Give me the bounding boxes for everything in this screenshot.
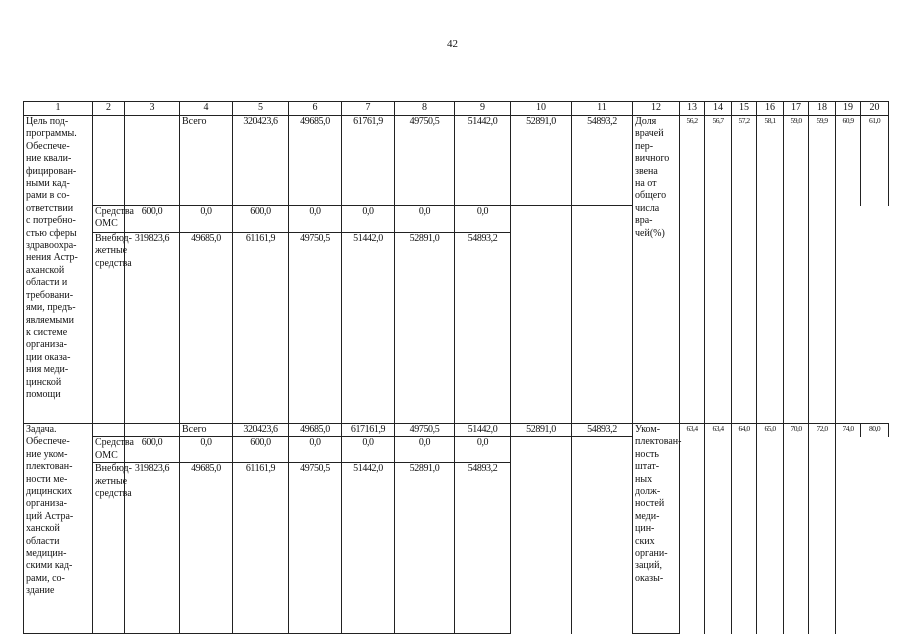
column-number: 15 xyxy=(732,102,757,116)
column-number: 7 xyxy=(342,102,395,116)
column-number: 8 xyxy=(395,102,455,116)
indicator-cell xyxy=(633,424,680,634)
column-number: 20 xyxy=(861,102,889,116)
amount-cell: 52891,0 xyxy=(511,116,572,206)
empty-cell xyxy=(125,424,180,437)
page-number: 42 xyxy=(447,38,458,50)
goal-text-line: ями, предъ- xyxy=(26,302,76,314)
goal-text-line: помощи xyxy=(26,388,61,400)
indicator-text-line: заций, xyxy=(635,560,662,572)
column-number-row xyxy=(24,102,889,116)
empty-cell xyxy=(93,424,125,437)
column-number: 18 xyxy=(809,102,836,116)
yearly-value-cell: 70,0 xyxy=(784,424,809,437)
column-number: 4 xyxy=(180,102,233,116)
empty-cell xyxy=(680,206,705,424)
amount-cell: 61761,9 xyxy=(342,116,395,206)
amount-cell: 0,0 xyxy=(455,437,511,463)
goal-text-line: дицинских xyxy=(26,486,73,498)
goal-text-line: Обеспече- xyxy=(26,140,70,152)
amount-cell: 49750,5 xyxy=(289,463,342,634)
goal-text-line: ций Астра- xyxy=(26,510,74,522)
amount-cell: 52891,0 xyxy=(511,424,572,437)
yearly-value-cell: 56,7 xyxy=(705,116,732,206)
goal-text-line: цинской xyxy=(26,376,62,388)
empty-cell xyxy=(125,116,180,206)
empty-cell xyxy=(680,437,705,634)
amount-cell: 617161,9 xyxy=(342,424,395,437)
goal-text-line: плектован- xyxy=(26,461,73,473)
indicator-text-line: чей(%) xyxy=(635,227,665,239)
indicator-text-line: врачей xyxy=(635,128,664,140)
yearly-value-cell: 80,0 xyxy=(861,424,889,437)
goal-text-line: требовани- xyxy=(26,289,74,301)
amount-cell: 49685,0 xyxy=(289,424,342,437)
table-row xyxy=(24,206,889,233)
indicator-text-line: меди- xyxy=(635,510,660,522)
yearly-value-cell: 63,4 xyxy=(705,424,732,437)
column-number: 10 xyxy=(511,102,572,116)
empty-cell xyxy=(511,437,572,634)
goal-text-line: рами в со- xyxy=(26,190,70,202)
yearly-value-cell: 60,9 xyxy=(836,116,861,206)
amount-cell: 49685,0 xyxy=(289,116,342,206)
goal-text-line: ния меди- xyxy=(26,364,69,376)
yearly-value-cell: 59,9 xyxy=(809,116,836,206)
empty-cell xyxy=(732,206,757,424)
empty-cell xyxy=(757,437,784,634)
column-number: 14 xyxy=(705,102,732,116)
goal-text-line: Обеспече- xyxy=(26,436,70,448)
goal-text-line: аханской xyxy=(26,264,65,276)
empty-cell xyxy=(809,206,836,424)
yearly-value-cell: 64,0 xyxy=(732,424,757,437)
yearly-value-cell: 56,2 xyxy=(680,116,705,206)
program-table xyxy=(23,101,889,634)
goal-text-line: Задача. xyxy=(26,424,57,435)
empty-cell xyxy=(705,206,732,424)
amount-cell: 51442,0 xyxy=(342,233,395,424)
amount-cell: 51442,0 xyxy=(342,463,395,634)
goal-text-line: ние квали- xyxy=(26,153,72,165)
amount-cell: 600,0 xyxy=(233,437,289,463)
amount-cell: 49685,0 xyxy=(180,463,233,634)
column-number: 12 xyxy=(633,102,680,116)
indicator-text-line: плектован- xyxy=(635,436,682,448)
goal-text-line: стью сферы xyxy=(26,227,77,239)
amount-cell: 319823,6 xyxy=(125,233,180,424)
amount-cell: 600,0 xyxy=(125,437,180,463)
amount-cell: 600,0 xyxy=(233,206,289,233)
indicator-text-line: штат- xyxy=(635,461,660,473)
empty-cell xyxy=(784,437,809,634)
goal-text-line: Цель под- xyxy=(26,116,69,127)
yearly-value-cell: 74,0 xyxy=(836,424,861,437)
table-row xyxy=(24,437,889,463)
goal-text-line: организа- xyxy=(26,498,67,510)
amount-cell: 49750,5 xyxy=(395,424,455,437)
goal-cell xyxy=(24,424,93,634)
indicator-text-line: ных xyxy=(635,473,653,485)
goal-text-line: здравоохра- xyxy=(26,240,77,252)
goal-text-line: области и xyxy=(26,277,68,289)
goal-text-line: к системе xyxy=(26,326,68,338)
empty-cell xyxy=(511,206,572,424)
goal-text-line: здание xyxy=(26,585,55,597)
indicator-text-line: долж- xyxy=(635,486,661,498)
amount-cell: 0,0 xyxy=(342,206,395,233)
indicator-text-line: вра- xyxy=(635,215,653,227)
column-number: 5 xyxy=(233,102,289,116)
amount-cell: 320423,6 xyxy=(233,424,289,437)
goal-text-line: ции оказа- xyxy=(26,351,71,363)
column-number: 9 xyxy=(455,102,511,116)
amount-cell: 54893,2 xyxy=(572,424,633,437)
empty-cell xyxy=(572,437,633,634)
amount-cell: 0,0 xyxy=(455,206,511,233)
amount-cell: 0,0 xyxy=(342,437,395,463)
goal-text-line: ными кад- xyxy=(26,178,70,190)
table-row xyxy=(24,116,889,206)
funding-source-cell: Средства ОМС xyxy=(93,206,125,233)
indicator-text-line: звена xyxy=(635,165,658,177)
column-number: 17 xyxy=(784,102,809,116)
goal-text-line: программы. xyxy=(26,128,77,140)
funding-source-cell: Внебюд- жетные средства xyxy=(93,233,125,424)
amount-cell: 51442,0 xyxy=(455,424,511,437)
amount-cell: 61161,9 xyxy=(233,233,289,424)
funding-source-cell: Всего xyxy=(180,116,233,206)
column-number: 3 xyxy=(125,102,180,116)
yearly-value-cell: 61,0 xyxy=(861,116,889,206)
amount-cell: 54893,2 xyxy=(572,116,633,206)
empty-cell xyxy=(572,206,633,424)
goal-text-line: медицин- xyxy=(26,548,67,560)
goal-text-line: ние уком- xyxy=(26,448,68,460)
amount-cell: 49750,5 xyxy=(395,116,455,206)
indicator-text-line: Доля xyxy=(635,116,657,127)
amount-cell: 320423,6 xyxy=(233,116,289,206)
yearly-value-cell: 63,4 xyxy=(680,424,705,437)
indicator-text-line: органи- xyxy=(635,548,668,560)
amount-cell: 54893,2 xyxy=(455,463,511,634)
indicator-text-line: ских xyxy=(635,535,655,547)
indicator-text-line: ностей xyxy=(635,498,665,510)
indicator-text-line: ность xyxy=(635,448,659,460)
amount-cell: 61161,9 xyxy=(233,463,289,634)
empty-cell xyxy=(809,437,836,634)
goal-text-line: ности ме- xyxy=(26,473,68,485)
goal-text-line: с потребно- xyxy=(26,215,76,227)
amount-cell: 319823,6 xyxy=(125,463,180,634)
indicator-cell xyxy=(633,116,680,424)
indicator-text-line: Уком- xyxy=(635,424,661,435)
amount-cell: 49750,5 xyxy=(289,233,342,424)
amount-cell: 600,0 xyxy=(125,206,180,233)
goal-cell xyxy=(24,116,93,424)
amount-cell: 0,0 xyxy=(289,437,342,463)
goal-text-line: ответствии xyxy=(26,202,74,214)
yearly-value-cell: 57,2 xyxy=(732,116,757,206)
column-number: 13 xyxy=(680,102,705,116)
amount-cell: 0,0 xyxy=(395,437,455,463)
goal-text-line: являемыми xyxy=(26,314,74,326)
empty-cell xyxy=(784,206,809,424)
goal-text-line: рами, со- xyxy=(26,572,65,584)
amount-cell: 51442,0 xyxy=(455,116,511,206)
goal-text-line: организа- xyxy=(26,339,67,351)
amount-cell: 0,0 xyxy=(395,206,455,233)
yearly-value-cell: 65,0 xyxy=(757,424,784,437)
funding-source-cell: Внебюд- жетные средства xyxy=(93,463,125,634)
empty-cell xyxy=(757,206,784,424)
column-number: 1 xyxy=(24,102,93,116)
column-number: 11 xyxy=(572,102,633,116)
yearly-value-cell: 59,0 xyxy=(784,116,809,206)
indicator-text-line: пер- xyxy=(635,140,654,152)
column-number: 6 xyxy=(289,102,342,116)
amount-cell: 0,0 xyxy=(180,437,233,463)
goal-text-line: области xyxy=(26,535,60,547)
goal-text-line: ханской xyxy=(26,523,60,535)
amount-cell: 52891,0 xyxy=(395,463,455,634)
funding-source-cell: Всего xyxy=(180,424,233,437)
column-number: 16 xyxy=(757,102,784,116)
amount-cell: 54893,2 xyxy=(455,233,511,424)
empty-cell xyxy=(93,116,125,206)
goal-text-line: скими кад- xyxy=(26,560,73,572)
yearly-value-cell: 72,0 xyxy=(809,424,836,437)
empty-cell xyxy=(732,437,757,634)
indicator-text-line: вичного xyxy=(635,153,670,165)
amount-cell: 49685,0 xyxy=(180,233,233,424)
indicator-text-line: общего xyxy=(635,190,667,202)
indicator-text-line: цин- xyxy=(635,523,655,535)
column-number: 19 xyxy=(836,102,861,116)
table-row xyxy=(24,424,889,437)
indicator-text-line: числа xyxy=(635,202,660,214)
funding-source-cell: Средства ОМС xyxy=(93,437,125,463)
empty-cell xyxy=(705,437,732,634)
amount-cell: 0,0 xyxy=(289,206,342,233)
goal-text-line: фицирован- xyxy=(26,165,77,177)
indicator-text-line: на от xyxy=(635,178,657,190)
column-number: 2 xyxy=(93,102,125,116)
yearly-value-cell: 58,1 xyxy=(757,116,784,206)
amount-cell: 0,0 xyxy=(180,206,233,233)
indicator-text-line: оказы- xyxy=(635,572,664,584)
amount-cell: 52891,0 xyxy=(395,233,455,424)
goal-text-line: нения Астр- xyxy=(26,252,78,264)
